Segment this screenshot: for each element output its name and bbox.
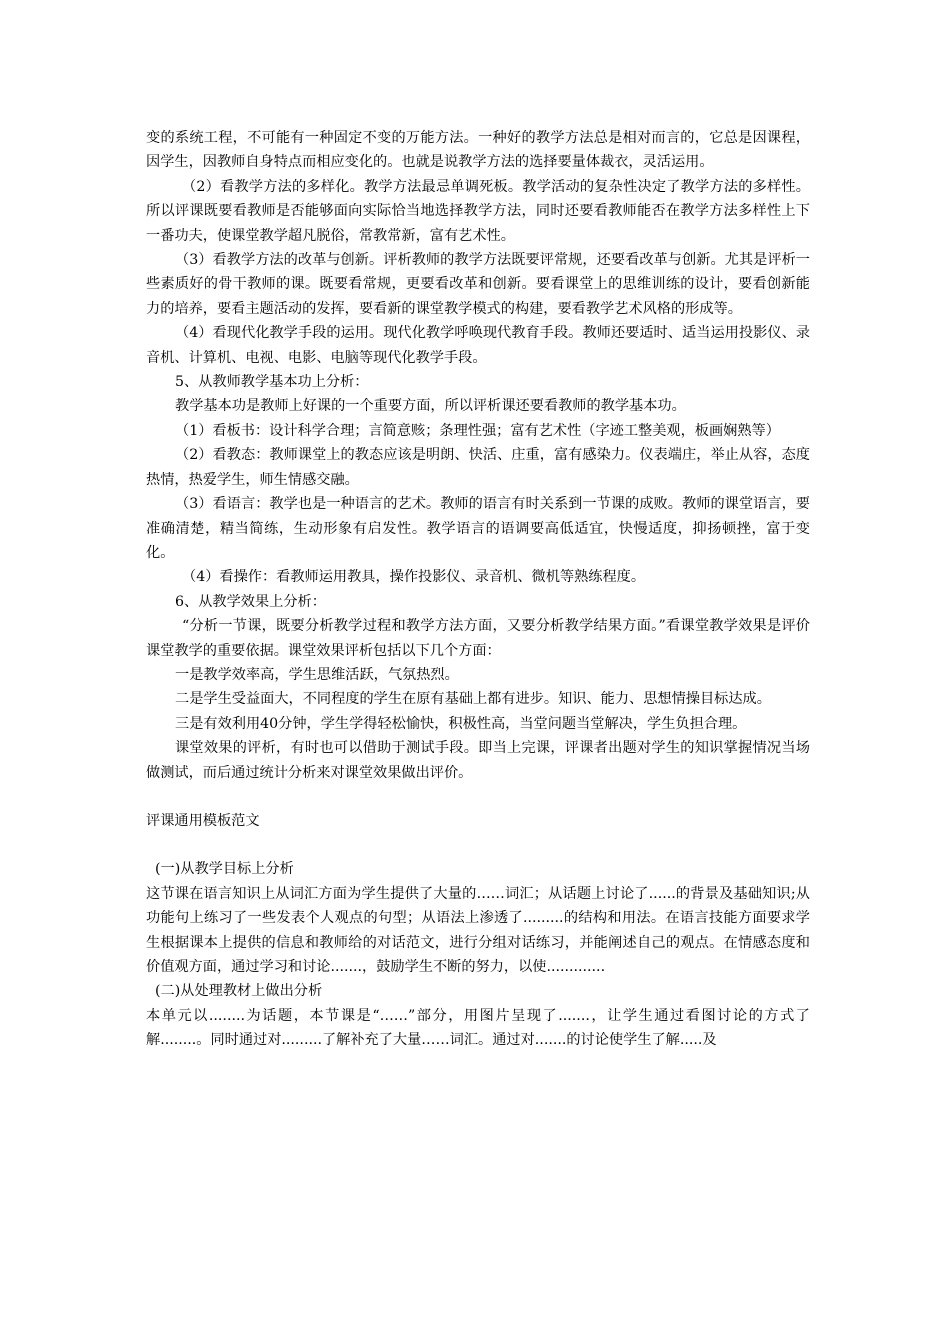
paragraph: 这节课在语言知识上从词汇方面为学生提供了大量的……词汇；从话题上讨论了......的背景及基础知识;从功能句上练习了一些发表个人观点的句型；从语法上渗透了.........的结构和用法。在语言技能方面要求学生根据课本上提供的信息和教师给的对话范文，进行分组对话练习，并能阐述自己的观点。在情感态度和价值观方面，通过学习和讨论.......，鼓励学生不断的努力，以使............. [146, 885, 810, 975]
paragraph: （2）看教学方法的多样化。教学方法最忌单调死板。教学活动的复杂性决定了教学方法的多样性。所以评课既要看教师是否能够面向实际恰当地选择教学方法，同时还要看教师能否在教学方法多样性上下一番功夫，使课堂教学超凡脱俗，常教常新，富有艺术性。 [146, 178, 810, 244]
section-heading: (二)从处理教材上做出分析 [155, 983, 323, 1000]
section-heading: 6、从教学效果上分析： [175, 593, 326, 610]
paragraph: “分析一节课，既要分析教学过程和教学方法方面，又要分析教学结果方面。”看课堂教学效果是评价课堂教学的重要依据。课堂效果评析包括以下几个方面： [146, 618, 810, 659]
paragraph: 二是学生受益面大，不同程度的学生在原有基础上都有进步。知识、能力、思想情操目标达成。 [175, 691, 771, 708]
paragraph: 三是有效利用40分钟，学生学得轻松愉快，积极性高，当堂问题当堂解决，学生负担合理。 [175, 715, 747, 732]
paragraph: （3）看语言：教学也是一种语言的艺术。教师的语言有时关系到一节课的成败。教师的课堂语言，要准确清楚，精当简练，生动形象有启发性。教学语言的语调要高低适宜，快慢适度，抑扬顿挫，富于变化。 [146, 496, 810, 561]
section-heading: (一)从教学目标上分析 [155, 861, 294, 878]
template-title: 评课通用模板范文 [146, 812, 260, 829]
paragraph: （2）看教态：教师课堂上的教态应该是明朗、快活、庄重，富有感染力。仪表端庄，举止从容，态度热情，热爱学生，师生情感交融。 [146, 447, 810, 488]
paragraph: （3）看教学方法的改革与创新。评析教师的教学方法既要评常规，还要看改革与创新。尤其是评析一些素质好的骨干教师的课。既要看常规，更要看改革和创新。要看课堂上的思维训练的设计，要看创新能力的培养，要看主题活动的发挥，要看新的课堂教学模式的构建，要看教学艺术风格的形成等。 [146, 252, 810, 317]
paragraph: 一是教学效率高，学生思维活跃，气氛热烈。 [175, 666, 459, 683]
section-heading: 5、从教师教学基本功上分析： [175, 374, 369, 391]
paragraph: （4）看操作：看教师运用教具，操作投影仪、录音机、微机等熟练程度。 [182, 569, 646, 586]
paragraph: 课堂效果的评析，有时也可以借助于测试手段。即当上完课，评课者出题对学生的知识掌握情况当场做测试，而后通过统计分析来对课堂效果做出评价。 [146, 740, 810, 781]
paragraph: 教学基本功是教师上好课的一个重要方面，所以评析课还要看教师的教学基本功。 [175, 398, 686, 415]
paragraph: （4）看现代化教学手段的运用。现代化教学呼唤现代教育手段。教师还要适时、适当运用投影仪、录音机、计算机、电视、电影、电脑等现代化教学手段。 [146, 325, 810, 366]
paragraph: （1）看板书：设计科学合理；言简意赅；条理性强；富有艺术性（字迹工整美观，板画娴熟等） [175, 422, 780, 439]
paragraph: 本单元以........为话题，本节课是“……”部分，用图片呈现了.......，让学生通过看图讨论的方式了解........。同时通过对.........了解补充了大量……词汇。通过对.......的讨论使学生了解.....及 [146, 1007, 810, 1049]
paragraph: 变的系统工程，不可能有一种固定不变的万能方法。一种好的教学方法总是相对而言的，它总是因课程，因学生，因教师自身特点而相应变化的。也就是说教学方法的选择要量体裁衣，灵活运用。 [146, 130, 810, 171]
document-page [146, 126, 810, 1053]
